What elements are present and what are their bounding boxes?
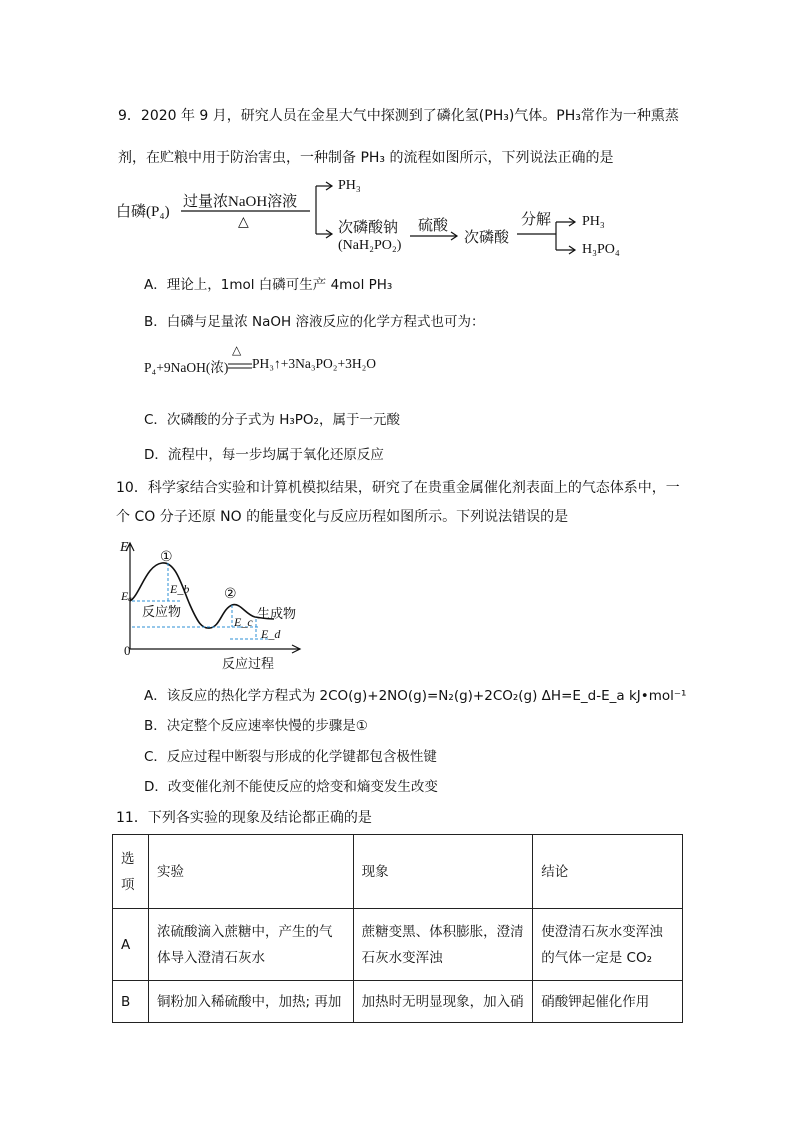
q11-stem: 11．下列各实验的现象及结论都正确的是 [116, 810, 372, 826]
flow-product-top: PH₃ [338, 178, 361, 193]
row-a-option: A [113, 909, 149, 981]
peak2-label: ② [224, 586, 237, 602]
row-b-conclusion: 硝酸钾起催化作用 [533, 981, 683, 1023]
flow-final-top: PH₃ [582, 214, 605, 229]
reactant-label: 反应物 [142, 605, 182, 620]
x-axis-label: 反应过程 [222, 657, 275, 672]
table-row [113, 909, 683, 981]
origin-label: 0 [124, 643, 131, 658]
flow-start: 白磷(P₄) [116, 204, 170, 220]
q9-stem-line2: 剂，在贮粮中用于防治害虫，一种制备 PH₃ 的流程如图所示，下列说法正确的是 [118, 150, 614, 166]
q10-option-a: A．该反应的热化学方程式为 2CO(g)+2NO(g)=N₂(g)+2CO₂(g) ΔH=E_d-E_a kJ•mol⁻¹ [144, 688, 687, 704]
eb-label: E_b [170, 582, 190, 596]
ea-label: Eₐ [121, 589, 132, 603]
experiment-table [112, 834, 683, 1023]
q9-option-b-eq-left: P₄+9NaOH(浓) [144, 360, 229, 375]
header-conclusion: 结论 [533, 835, 683, 909]
axis-e-label: E [120, 540, 129, 555]
flow-reagent: 过量浓NaOH溶液 [183, 194, 298, 210]
q10-option-d: D．改变催化剂不能使反应的焓变和熵变发生改变 [144, 779, 438, 795]
q9-option-b-eq-right: PH₃↑+3Na₃PO₂+3H₂O [252, 356, 377, 371]
q9-option-b: B．白磷与足量浓 NaOH 溶液反应的化学方程式也可为： [144, 314, 485, 330]
flow-mid-formula: (NaH₂PO₂) [338, 238, 402, 253]
header-option: 选项 [113, 835, 149, 909]
flow-acid-label: 硫酸 [418, 218, 449, 234]
table-header-row [113, 835, 683, 909]
header-phenomenon: 现象 [353, 835, 533, 909]
peak1-label: ① [160, 549, 173, 565]
flow-mid-name: 次磷酸钠 [338, 220, 399, 236]
ed-label: E_d [261, 627, 281, 641]
table-row [113, 981, 683, 1023]
row-a-experiment: 浓硫酸滴入蔗糖中，产生的气体导入澄清石灰水 [148, 909, 353, 981]
row-a-phenomenon: 蔗糖变黑、体积膨胀，澄清石灰水变浑浊 [353, 909, 533, 981]
flow-final-bottom: H₃PO₄ [582, 242, 620, 257]
q10-stem-line1: 10．科学家结合实验和计算机模拟结果，研究了在贵重金属催化剂表面上的气态体系中，一 [116, 480, 680, 496]
header-experiment: 实验 [148, 835, 353, 909]
q10-option-c: C．反应过程中断裂与形成的化学键都包含极性键 [144, 749, 437, 765]
q9-option-d: D．流程中，每一步均属于氧化还原反应 [144, 447, 384, 463]
flow-arrows [0, 0, 794, 280]
ec-label: E_c [234, 615, 253, 629]
flow-acid-product: 次磷酸 [464, 230, 510, 246]
q9-option-c: C．次磷酸的分子式为 H₃PO₂，属于一元酸 [144, 412, 400, 428]
row-b-phenomenon: 加热时无明显现象，加入硝 [353, 981, 533, 1023]
product-label: 生成物 [257, 607, 297, 622]
q9-stem-line1: 9．2020 年 9 月，研究人员在金星大气中探测到了磷化氢(PH₃)气体。PH₃常作为一种熏蒸 [118, 108, 679, 124]
flow-heat: △ [238, 214, 249, 230]
q9-equals-sign [228, 362, 252, 370]
q9-option-a: A．理论上，1mol 白磷可生产 4mol PH₃ [144, 277, 393, 293]
flow-decompose-label: 分解 [521, 212, 552, 228]
row-b-experiment: 铜粉加入稀硫酸中，加热; 再加 [148, 981, 353, 1023]
row-a-conclusion: 使澄清石灰水变浑浊的气体一定是 CO₂ [533, 909, 683, 981]
q10-option-b: B．决定整个反应速率快慢的步骤是① [144, 718, 368, 734]
row-b-option: B [113, 981, 149, 1023]
q10-stem-line2: 个 CO 分子还原 NO 的能量变化与反应历程如图所示。下列说法错误的是 [116, 509, 569, 525]
q9-option-b-eq-heat: △ [232, 343, 242, 357]
